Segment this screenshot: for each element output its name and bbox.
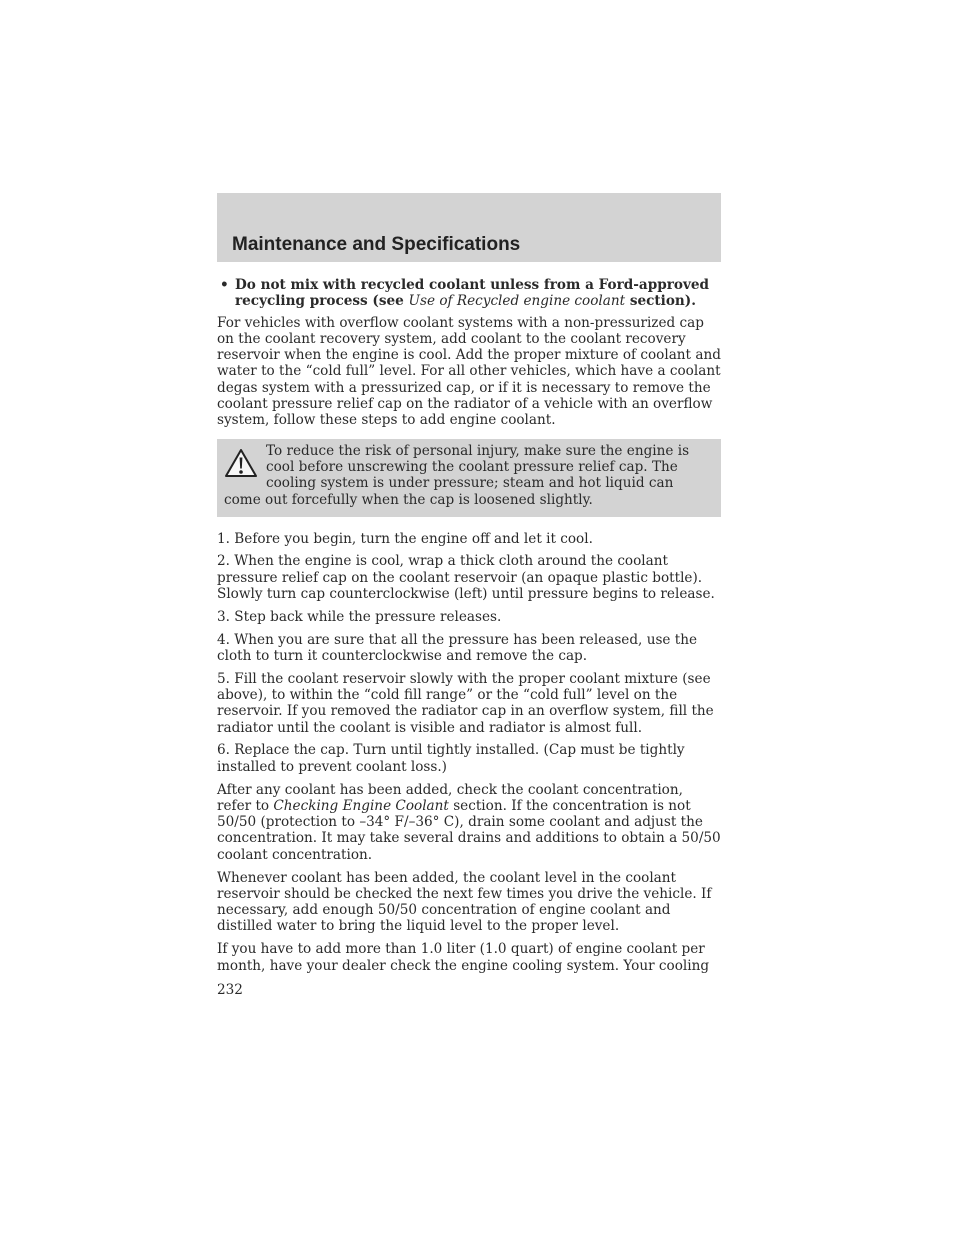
bullet-item-recycled-coolant — [217, 277, 721, 310]
step-4: 4. When you are sure that all the pressure has been released, use the cloth to turn it counterclockwise and remove the cap. — [217, 631, 698, 664]
warning-text: To reduce the risk of personal injury, make sure the engine is cool before unscrewing the coolant pressure relief cap. The cooling system is under pressure; steam and hot liquid can come out forcefully when the cap is loosened slightly. — [224, 442, 690, 508]
page-content — [217, 277, 721, 980]
step-3: 3. Step back while the pressure releases. — [217, 608, 502, 625]
concentration-text-end: section. If the concentration is not 50/50 (protection to –34° F/–36° C), drain some coolant and adjust the concentration. It may take several drains and additions to obtain a 50/50 coolant concentration. — [217, 797, 721, 863]
step-5: 5. Fill the coolant reservoir slowly with the proper coolant mixture (see above), to within the “cold fill range” or the “cold full” level on the reservoir. If you removed the radiator cap in an overflow system, fill the radiator until the coolant is visible and radiator is almost full. — [217, 670, 714, 736]
section-header-band — [217, 193, 721, 262]
page-number: 232 — [217, 982, 243, 998]
concentration-text-start: After any coolant has been added, check the coolant concentration, refer to — [217, 781, 683, 814]
step-6: 6. Replace the cap. Turn until tightly installed. (Cap must be tightly installed to prevent coolant loss.) — [217, 742, 685, 775]
section-title: Maintenance and Specifications — [232, 234, 521, 255]
warning-triangle-icon — [224, 448, 258, 478]
step-1: 1. Before you begin, turn the engine off and let it cool. — [217, 530, 593, 547]
warning-box — [217, 439, 721, 517]
step-2: 2. When the engine is cool, wrap a thick cloth around the coolant pressure relief cap on the coolant reservoir (an opaque plastic bottle). Slowly turn cap counterclockwise (left) until pressure begins to release. — [217, 553, 715, 603]
dealer-check-paragraph: If you have to add more than 1.0 liter (1.0 quart) of engine coolant per month, have your dealer check the engine cooling system. Your cooling — [217, 941, 710, 974]
bullet-bold-end: section). — [625, 293, 696, 310]
coolant-level-paragraph: Whenever coolant has been added, the coolant level in the coolant reservoir should be checked the next few times you drive the vehicle. If necessary, add enough 50/50 concentration of engine coolant and distilled water to bring the liquid level to the proper level. — [217, 869, 712, 935]
coolant-concentration-paragraph — [217, 782, 721, 863]
bullet-dot-icon: • — [220, 277, 229, 293]
bullet-italic-reference: Use of Recycled engine coolant — [408, 293, 626, 310]
checking-engine-coolant-reference: Checking Engine Coolant — [273, 797, 449, 814]
intro-paragraph: For vehicles with overflow coolant systems with a non-pressurized cap on the coolant recovery system, add coolant to the coolant recovery reservoir when the engine is cool. Add the proper mixture of coolant and water to the “cold full” level. For all other vehicles, which have a coolant degas system with a pressurized cap, or if it is necessary to remove the coolant pressure relief cap on the radiator of a vehicle with an overflow system, follow these steps to add engine coolant. — [217, 314, 721, 429]
bullet-bold-start: Do not mix with recycled coolant unless from a Ford-approved recycling process (see — [235, 277, 710, 310]
